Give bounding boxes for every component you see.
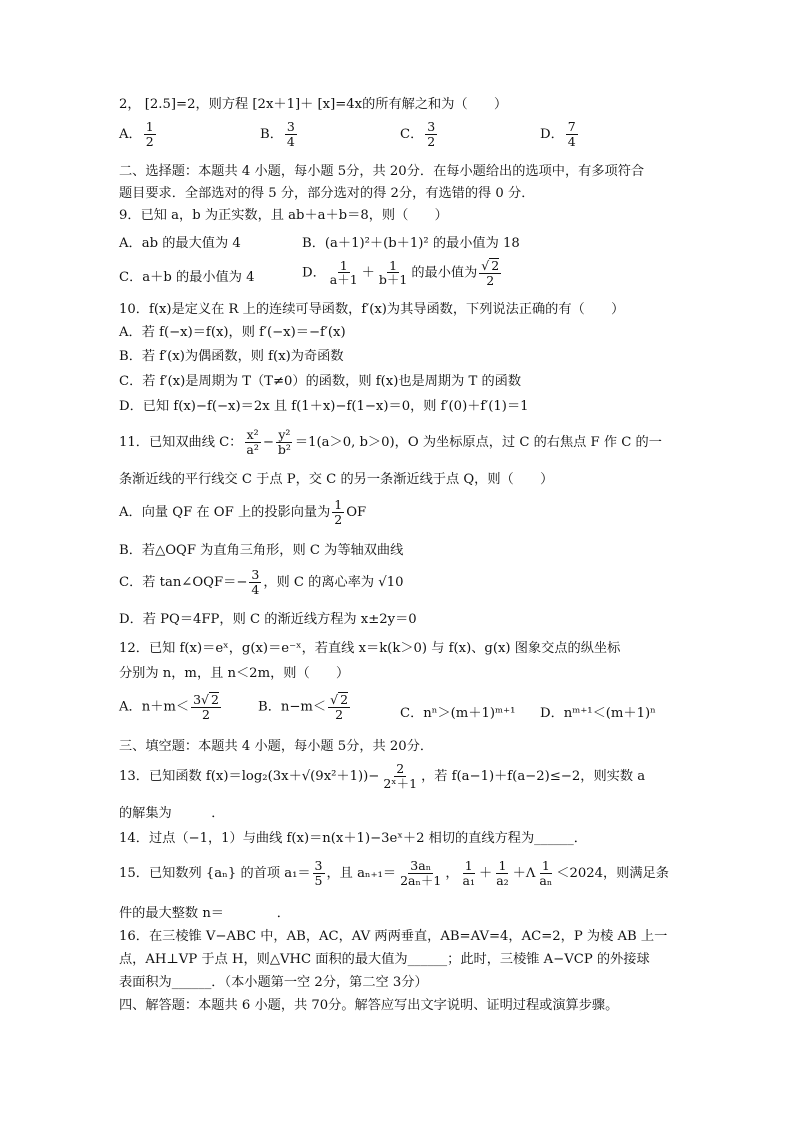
q10-option-d: D．已知 f(x)−f(−x)＝2x 且 f(1＋x)−f(1−x)＝0，则 f′(0)＋f′(1)＝1: [119, 399, 529, 414]
q15-stem: 15．已知数列 {aₙ} 的首项 a₁＝ $\frac{3}{5}$ ，且 aₙ₊₁＝ $\frac{\text{3aₙ}}{\text{2aₙ＋1}}$ ， $\frac{1}{\text{a₁}}$ ＋ $\frac{1}{\text{a₂}}$ ＋Λ $\frac{1}{\text{aₙ}}$ ＜2024，则满足条: [119, 858, 669, 888]
q12-option-c: C．nⁿ＞(m＋1)ᵐ⁺¹: [400, 706, 516, 721]
q2-option-b: B． $\frac{3}{4}$: [260, 119, 295, 149]
q9-option-b: B．(a＋1)²＋(b＋1)² 的最小值为 18: [302, 236, 520, 251]
q2-stem: 2， [2.5]=2，则方程 [2x＋1]＋ [x]=4x的所有解之和为（ ）: [119, 97, 508, 112]
q11-stem-line2: 条渐近线的平行线交 C 于点 P，交 C 的另一条渐近线于点 Q，则（ ）: [119, 472, 554, 487]
q12-option-a: A．n＋m＜ $\frac{3√ 2}{2}$: [119, 692, 223, 722]
q11-stem: 11．已知双曲线 C： $\frac{\text{x²}}{\text{a²}}$ − $\frac{\text{y²}}{\text{b²}}$ ＝1(a＞0, b＞0)，O 为坐标原点，过 C 的右焦点 F 作 C 的一: [119, 427, 662, 457]
q16-stem-line2: 点，AH⊥VP 于点 H，则△VHC 面积的最大值为______；此时，三棱锥 A−VCP 的外接球: [119, 952, 650, 967]
q12-option-b: B．n−m＜ √ $\frac{2}{2}$: [258, 692, 352, 722]
q13-stem: 13．已知函数 f(x)＝log₂(3x＋√(9x²＋1))− $\frac{2}{\text{2ˣ＋1}}$ ，若 f(a−1)＋f(a−2)≤−2，则实数 a: [119, 761, 646, 791]
q10-stem: 10．f(x)是定义在 R 上的连续可导函数，f′(x)为其导函数，下列说法正确的有（ ）: [119, 302, 625, 317]
q16-stem-line3: 表面积为______．（本小题第一空 2分，第二空 3分）: [119, 975, 428, 990]
section2-heading-line2: 题目要求．全部选对的得 5 分，部分选对的得 2分，有选错的得 0 分．: [119, 186, 535, 201]
q12-stem: 12．已知 f(x)＝eˣ，g(x)＝e⁻ˣ，若直线 x＝k(k＞0) 与 f(x)、g(x) 图象交点的纵坐标: [119, 641, 621, 656]
q11-option-d: D．若 PQ＝4FP，则 C 的渐近线方程为 x±2y＝0: [119, 612, 417, 627]
q9-option-c: C．a＋b 的最小值为 4: [119, 270, 255, 285]
q13-stem-line2: 的解集为 ．: [119, 806, 225, 821]
q10-option-c: C．若 f′(x)是周期为 T（T≠0）的函数，则 f(x)也是周期为 T 的函数: [119, 374, 522, 389]
q9-option-a: A．ab 的最大值为 4: [119, 236, 241, 251]
q12-option-d: D．nᵐ⁺¹＜(m＋1)ⁿ: [540, 706, 656, 721]
q16-stem-line1: 16．在三棱锥 V−ABC 中，AB，AC，AV 两两垂直，AB=AV=4，AC=2，P 为棱 AB 上一: [119, 929, 668, 944]
q11-option-b: B．若△OQF 为直角三角形，则 C 为等轴双曲线: [119, 543, 404, 558]
q2-option-d: D． $\frac{7}{4}$: [540, 119, 576, 149]
q11-option-a: A．向量 QF 在 OF 上的投影向量为 $\frac{1}{2}$ OF: [119, 497, 367, 527]
q10-option-b: B．若 f′(x)为偶函数，则 f(x)为奇函数: [119, 349, 344, 364]
q14-stem: 14．过点（−1，1）与曲线 f(x)＝n(x＋1)−3eˣ＋2 相切的直线方程为______．: [119, 831, 587, 846]
q12-stem-line2: 分别为 n，m，且 n＜2m，则（ ）: [119, 666, 350, 681]
q15-stem-line2: 件的最大整数 n＝ ．: [119, 906, 290, 921]
section3-heading: 三、填空题：本题共 4 小题，每小题 5分，共 20分．: [119, 739, 434, 754]
q10-option-a: A．若 f(−x)＝f(x)，则 f′(−x)＝−f′(x): [119, 325, 346, 340]
q9-option-d: D． $\frac{1}{a+1}$ ＋ $\frac{1}{b+1}$ 的最小值为 √ $\frac{2}{2}$: [302, 258, 503, 288]
q11-option-c: C．若 tan∠OQF＝− $\frac{3}{4}$ ，则 C 的离心率为 √10: [119, 567, 404, 597]
section4-heading: 四、解答题：本题共 6 小题，共 70分。解答应写出文字说明、证明过程或演算步骤。: [119, 998, 619, 1013]
section2-heading-line1: 二、选择题：本题共 4 小题，每小题 5分，共 20分．在每小题给出的选项中，有多项符合: [119, 164, 645, 179]
q2-option-c: C． $\frac{3}{2}$: [400, 119, 436, 149]
q2-option-a: A． $\frac{1}{2}$: [119, 119, 154, 149]
q9-stem: 9．已知 a，b 为正实数，且 ab＋a＋b＝8，则（ ）: [119, 208, 448, 223]
